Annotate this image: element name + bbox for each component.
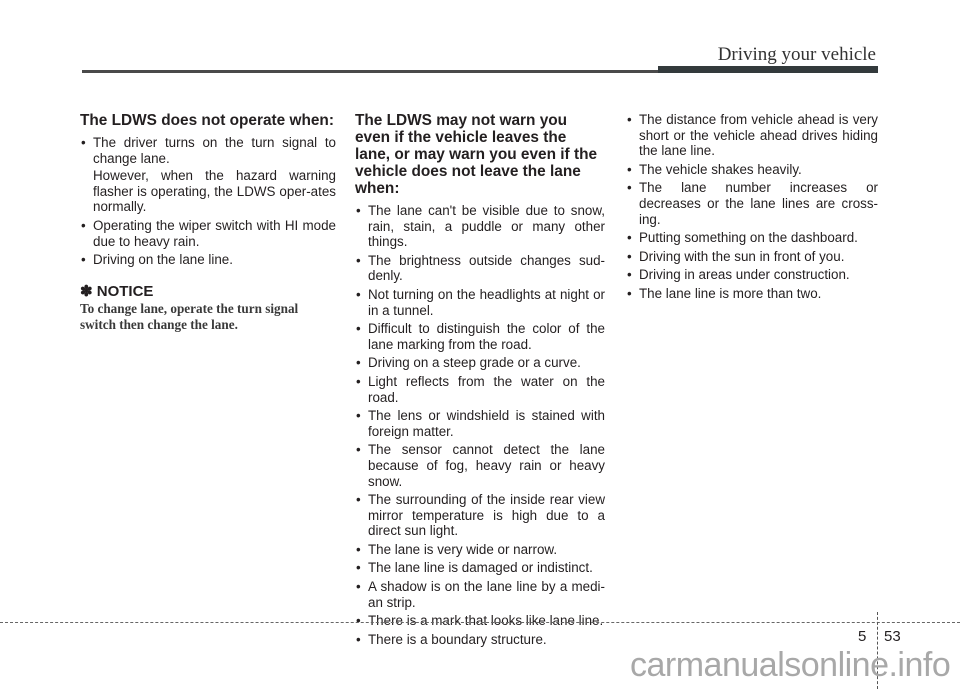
list-item: • Driving in areas under construction. bbox=[626, 267, 878, 283]
list-item: • The sensor cannot detect the lane because of fog, heavy rain or heavy snow. bbox=[355, 442, 605, 489]
list-item: • Light reflects from the water on the road. bbox=[355, 374, 605, 405]
column-2 bbox=[355, 112, 605, 650]
section-title: Driving your vehicle bbox=[717, 44, 876, 65]
heading-ldws-may-not-warn: The LDWS may not warn you even if the vehicle leaves the lane, or may warn you even if the vehicle does not leave the lane when: bbox=[355, 112, 598, 197]
column-3 bbox=[626, 112, 878, 305]
column-1 bbox=[80, 112, 336, 332]
list-item bbox=[80, 135, 336, 215]
list-item: • Operating the wiper switch with HI mode due to heavy rain. bbox=[80, 218, 336, 249]
heading-ldws-not-operate: The LDWS does not operate when: bbox=[80, 112, 334, 129]
list-item: • The lane number increases or decreases or the lane lines are cross-ing. bbox=[626, 180, 878, 227]
list-item: • The lane can't be visible due to snow, rain, stain, a puddle or many other things. bbox=[355, 203, 605, 250]
page-number: 53 bbox=[884, 628, 901, 645]
list-item: • The brightness outside changes sud-denly. bbox=[355, 253, 605, 284]
chapter-number: 5 bbox=[858, 628, 867, 645]
notice-title: ✽ NOTICE bbox=[80, 282, 154, 300]
list-item: • Driving on the lane line. bbox=[80, 252, 336, 268]
item-subtext: However, when the hazard warning flasher is operating, the LDWS oper-ates normally. bbox=[93, 168, 336, 215]
header-rule bbox=[82, 70, 660, 73]
list-item: • The lane is very wide or narrow. bbox=[355, 542, 605, 558]
list-item: • Putting something on the dashboard. bbox=[626, 230, 878, 246]
list-item: • The vehicle shakes heavily. bbox=[626, 162, 878, 178]
list-item: • The lane line is more than two. bbox=[626, 286, 878, 302]
item-text: The driver turns on the turn signal to change lane. bbox=[93, 135, 336, 166]
list-item: • Driving on a steep grade or a curve. bbox=[355, 355, 605, 371]
footer-rule bbox=[0, 622, 960, 623]
header-bar bbox=[658, 66, 878, 73]
list-item: • The lens or windshield is stained with foreign matter. bbox=[355, 408, 605, 439]
list-item: • Not turning on the headlights at night or in a tunnel. bbox=[355, 287, 605, 318]
list-item: • There is a boundary structure. bbox=[355, 632, 605, 648]
list-item: • The lane line is damaged or indistinct. bbox=[355, 560, 605, 576]
list-item: • Driving with the sun in front of you. bbox=[626, 249, 878, 265]
list-item: • The surrounding of the inside rear view mirror temperature is high due to a direct sun light. bbox=[355, 492, 605, 539]
list-item: • Difficult to distinguish the color of the lane marking from the road. bbox=[355, 321, 605, 352]
watermark: carmanualsonline.info bbox=[630, 646, 951, 684]
list-item: • The distance from vehicle ahead is very short or the vehicle ahead drives hiding the lane line. bbox=[626, 112, 878, 159]
list-item: • A shadow is on the lane line by a medi-an strip. bbox=[355, 579, 605, 610]
list-item: • There is a mark that looks like lane line. bbox=[355, 613, 605, 629]
notice-text: To change lane, operate the turn signal switch then change the lane. bbox=[80, 301, 299, 332]
